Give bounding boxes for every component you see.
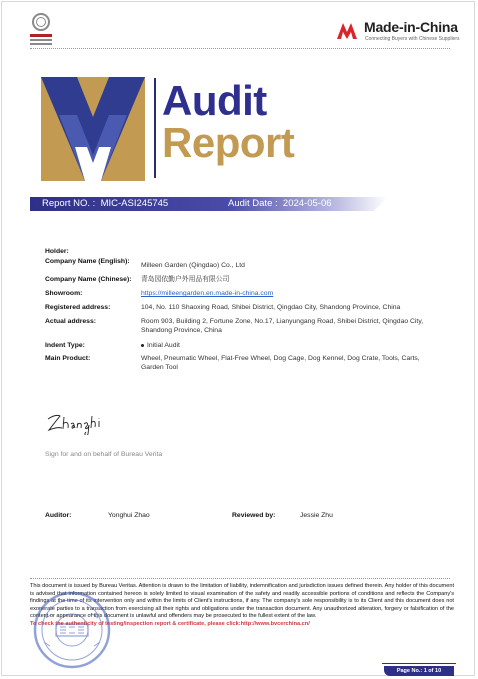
bureau-veritas-logo	[30, 13, 54, 47]
signature-caption: Sign for and on behalf of Bureau Verita	[45, 451, 163, 458]
audit-date-label: Audit Date :	[228, 198, 278, 209]
mic-tagline: Connecting Buyers with Chinese Suppliers	[365, 36, 460, 42]
actual-address-label: Actual address:	[45, 318, 96, 325]
indent-type-label: Indent Type:	[45, 342, 85, 349]
mic-brand-name: Made-in-China	[364, 19, 458, 35]
title-separator	[154, 78, 156, 178]
footer-divider	[30, 578, 450, 579]
indent-type-text: Initial Audit	[147, 342, 180, 349]
auditor-signature	[44, 407, 124, 435]
company-cn-value: 青岛园依勤户外用品有限公司	[141, 276, 230, 283]
title-audit: Audit	[162, 77, 267, 124]
main-product-value: Wheel, Pneumatic Wheel, Flat-Free Wheel, Dog Cage, Dog Kennel, Dog Crate, Tools, Carts, Garden Tool	[141, 355, 420, 371]
showroom-label: Showroom:	[45, 290, 83, 297]
page-number: Page No.: 1 of 10	[384, 666, 454, 676]
report-number	[42, 198, 168, 210]
registered-address-value: 104, No. 110 Shaoxing Road, Shibei District, Qingdao City, Shandong Province, China	[141, 304, 401, 311]
page-badge-rule	[382, 663, 456, 664]
disclaimer-text: This document is issued by Bureau Veritas. Attention is drawn to the limitation of liability, indemnification and jurisdiction issues defined therein. Any holder of this document is advised that information contained hereon is solely limited to visual examination of the safety and readily accessible portions of conditions and reflects the Company's findings at the time of its intervention only and within the limits of Client's instructions, if any. The company's sole responsibility is to its Client and this document does not exonerate parties to a transaction from exercising all their rights and obligations under the transaction document. Any unauthorized alteration, forgery or falsification of the content or appearance of this document is unlawful and offenders may be prosecuted to the fullest extent of the law.	[30, 583, 454, 620]
authenticity-check-link[interactable]: To check the authenticity of testing/inspection report & certificate, please click:http://www.bvcerchina.cn/	[30, 620, 310, 627]
auditor-label: Auditor:	[45, 512, 72, 519]
main-product-label: Main Product:	[45, 355, 91, 362]
header-divider	[30, 48, 450, 49]
showroom-value[interactable]	[141, 289, 441, 298]
auditor-name: Yonghui Zhao	[108, 512, 150, 519]
title-report: Report	[162, 119, 295, 166]
audit-date-value: 2024-05-06	[282, 198, 332, 209]
audit-emblem-icon	[41, 77, 145, 181]
showroom-link[interactable]: https://milleengarden.en.made-in-china.com	[141, 290, 274, 297]
reviewer-label: Reviewed by:	[232, 512, 276, 519]
indent-type-value	[141, 341, 441, 350]
holder-label: Holder:	[45, 248, 69, 255]
registered-address-label: Registered address:	[45, 304, 111, 311]
bullet-icon	[141, 344, 144, 347]
reviewer-name: Jessie Zhu	[300, 512, 333, 519]
report-number-value: MIC-ASI245745	[100, 198, 169, 209]
company-cn-label: Company Name (Chinese):	[45, 276, 132, 283]
audit-date	[228, 198, 332, 210]
made-in-china-logo	[336, 18, 460, 44]
made-in-china-mark-icon	[336, 20, 362, 40]
bureau-veritas-stamp-icon	[32, 590, 112, 670]
company-en-value: Milleen Garden (Qingdao) Co., Ltd	[141, 262, 245, 269]
company-en-label: Company Name (English):	[45, 258, 130, 265]
actual-address-value: Room 903, Building 2, Fortune Zone, No.17, Lianyungang Road, Shibei District, Qingdao City, Shandong Province, China	[141, 318, 424, 334]
report-number-label: Report NO. :	[42, 198, 96, 209]
